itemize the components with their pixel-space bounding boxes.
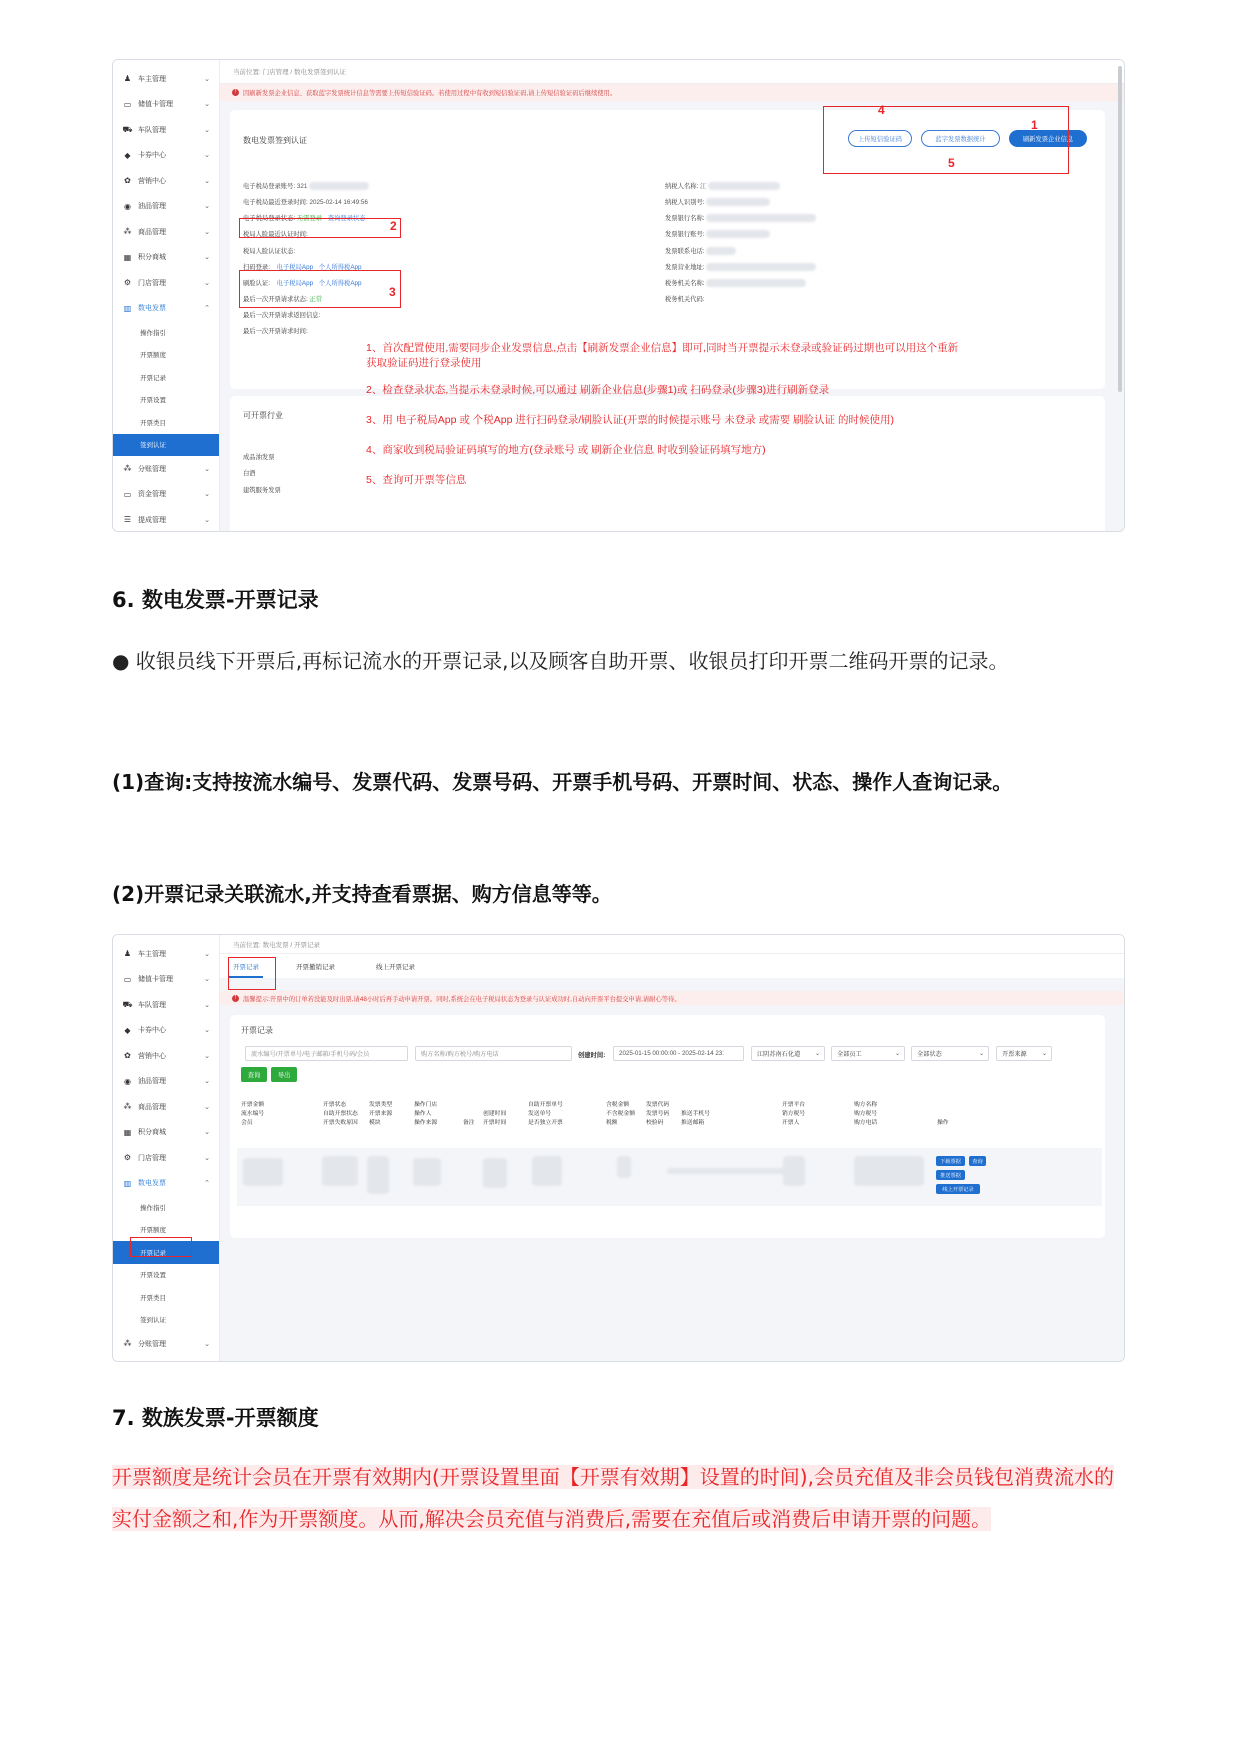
column-header: 含税金额 xyxy=(606,1102,630,1108)
chevron-up-icon: ⌃ xyxy=(204,1180,210,1188)
breadcrumb: 当前位置: 数电发票 / 开票记录 xyxy=(220,935,1124,954)
info-icon: ! xyxy=(232,89,239,96)
taxpayer-id-label: 纳税人识别号: xyxy=(665,199,705,206)
staff-select[interactable] xyxy=(831,1046,905,1061)
sidebar-item[interactable] xyxy=(113,270,219,296)
search-input[interactable]: 流水编号/开票单号/电子邮箱/手机号码/会员 xyxy=(245,1046,408,1061)
chevron-down-icon: ⌄ xyxy=(204,254,210,262)
chevron-down-icon: ⌄ xyxy=(204,1052,210,1060)
sidebar-item-label: 车主管理 xyxy=(138,75,166,83)
status-select-value: 全部状态 xyxy=(917,1051,942,1058)
column-header: 购方税号 xyxy=(854,1111,878,1117)
auth-status-label: 税局人脸认证状态: xyxy=(243,248,296,255)
login-status-label: 电子税局登录状态: xyxy=(243,215,296,222)
column-header: 销方税号 xyxy=(782,1111,806,1117)
screenshot-invoice-records xyxy=(112,934,1125,1362)
submenu-item[interactable]: 开票额度 xyxy=(140,352,166,360)
sidebar-item-label: 分账管理 xyxy=(138,1340,166,1348)
redacted xyxy=(243,1158,283,1186)
gears-icon: ⚙ xyxy=(123,1153,132,1163)
bank-name-row xyxy=(665,213,816,222)
chevron-down-icon: ⌄ xyxy=(204,950,210,958)
gift-icon: ✿ xyxy=(124,1051,131,1061)
sidebar-item-label: 车队管理 xyxy=(138,126,166,134)
split-icon: ⁂ xyxy=(123,464,132,474)
card-title: 开票记录 xyxy=(241,1026,273,1035)
column-header: 发送单号 xyxy=(528,1111,552,1117)
sidebar-item-label: 储值卡管理 xyxy=(138,101,173,109)
chevron-down-icon: ⌄ xyxy=(204,1078,210,1086)
chevron-down-icon: ⌄ xyxy=(204,1001,210,1009)
industry-item: 白酒 xyxy=(243,470,256,477)
fuel-icon: ◉ xyxy=(124,201,131,211)
sidebar xyxy=(113,60,220,531)
monitor-icon: ▭ xyxy=(123,489,132,499)
link-paragraph: (2)开票记录关联流水,并支持查看票据、购方信息等等。 xyxy=(112,882,612,906)
face-tax-app-link[interactable]: 电子税局App xyxy=(276,280,314,287)
sidebar-item[interactable] xyxy=(113,168,219,194)
tab-revoke-records[interactable]: 开票撤销记录 xyxy=(296,964,335,971)
query-login-status-link[interactable]: 查询登录状态 xyxy=(327,215,366,222)
chevron-down-icon: ⌄ xyxy=(204,228,210,236)
chevron-down-icon: ⌄ xyxy=(204,1340,210,1348)
records-card xyxy=(230,1015,1105,1238)
column-header: 自助开票单号 xyxy=(528,1102,563,1108)
column-header: 开票失败原因 xyxy=(323,1120,358,1126)
chevron-down-icon: ⌄ xyxy=(204,177,210,185)
sidebar-item[interactable] xyxy=(113,296,219,322)
column-header: 购方电话 xyxy=(854,1120,878,1126)
phone-label: 发票联系电话: xyxy=(665,248,705,255)
chevron-down-icon: ⌄ xyxy=(978,1051,984,1057)
query-button[interactable]: 查询 xyxy=(241,1067,267,1082)
scrollbar[interactable] xyxy=(1118,66,1122,392)
sidebar-item[interactable] xyxy=(113,143,219,169)
date-range-input[interactable]: 2025-01-15 00:00:00 - 2025-02-14 23: xyxy=(613,1046,744,1061)
user-icon: ♟ xyxy=(123,74,132,84)
taxpayer-name-value: 江 xyxy=(699,183,707,190)
column-header: 模块 xyxy=(369,1120,381,1126)
sidebar-item[interactable] xyxy=(113,1094,219,1120)
last-login-value: 2025-02-14 16:49:56 xyxy=(309,199,368,206)
column-header: 发票代码 xyxy=(646,1102,670,1108)
sidebar-item-label: 门店管理 xyxy=(138,279,166,287)
sidebar-item[interactable] xyxy=(113,482,219,508)
note-line: 1、首次配置使用,需要同步企业发票信息,点击【刷新发票企业信息】即可,同时当开票提示未登录或验证码过期也可以用这个重新 xyxy=(366,342,959,354)
column-header: 流水编号 xyxy=(241,1111,265,1117)
annotation-box-tab xyxy=(228,957,276,990)
last-request-time-label: 最后一次开票请求时间: xyxy=(243,328,308,335)
chevron-down-icon: ⌄ xyxy=(204,152,210,160)
blue-invoice-stats-button[interactable]: 蓝字发票数据统计 xyxy=(921,130,1000,147)
sidebar-item[interactable] xyxy=(113,941,219,967)
annotation-number: 1 xyxy=(1031,118,1038,132)
recent-auth-label: 税局人脸最近认证时间: xyxy=(243,231,308,238)
sidebar-item[interactable] xyxy=(113,92,219,118)
sidebar-item-label: 积分商城 xyxy=(138,254,166,262)
column-header: 开票人 xyxy=(782,1120,800,1126)
account-row xyxy=(243,181,369,190)
sidebar xyxy=(113,935,220,1361)
column-header: 发票号码 xyxy=(646,1111,670,1117)
chevron-down-icon: ⌄ xyxy=(204,101,210,109)
sidebar-item-label: 营销中心 xyxy=(138,177,166,185)
info-icon: ! xyxy=(232,995,239,1002)
card-icon: ▭ xyxy=(123,974,132,984)
annotation-number: 4 xyxy=(878,103,885,117)
sidebar-item[interactable] xyxy=(113,1331,219,1357)
submenu-item[interactable]: 签到认证 xyxy=(140,1317,166,1325)
sidebar-item[interactable] xyxy=(113,507,219,532)
gears-icon: ⚙ xyxy=(123,278,132,288)
column-header: 操作人 xyxy=(414,1111,432,1117)
chevron-down-icon: ⌄ xyxy=(204,1129,210,1137)
auth-status-row xyxy=(243,246,295,255)
invoice-icon: ▥ xyxy=(123,303,132,313)
last-request-status-label: 最后一次开票请求状态: xyxy=(243,296,308,303)
account-label: 电子税局登录账号: xyxy=(243,183,296,190)
redacted xyxy=(706,198,770,206)
column-header: 税额 xyxy=(606,1120,618,1126)
last-request-time-row xyxy=(243,326,308,335)
ticket-icon: ◆ xyxy=(124,150,131,160)
submenu-item[interactable]: 开票设置 xyxy=(140,1272,166,1280)
redacted xyxy=(483,1158,507,1188)
column-header: 开票状态 xyxy=(323,1102,347,1108)
bank-name-label: 发票银行名称: xyxy=(665,215,705,222)
goods-icon: ⁂ xyxy=(123,227,132,237)
card-icon: ▭ xyxy=(123,99,132,109)
tab-bar xyxy=(220,954,1124,978)
sidebar-item-label: 营销中心 xyxy=(138,1052,166,1060)
redacted xyxy=(706,214,816,222)
bullet-paragraph: ● 收银员线下开票后,再标记流水的开票记录,以及顾客自助开票、收银员打印开票二维码开票的记录。 xyxy=(112,649,1009,673)
car-icon: ⛟ xyxy=(122,124,133,134)
buyer-search-input[interactable]: 购方名称/购方税号/购方电话 xyxy=(415,1046,572,1061)
staff-select-value: 全部员工 xyxy=(837,1051,862,1058)
last-login-row xyxy=(243,197,368,206)
column-header: 创建时间 xyxy=(483,1111,507,1117)
submenu-item[interactable]: 开票类目 xyxy=(140,1294,166,1302)
redacted xyxy=(706,247,736,255)
chevron-down-icon: ⌄ xyxy=(204,465,210,473)
view-button[interactable]: 查询 xyxy=(969,1156,986,1166)
tab-invoice-records[interactable]: 开票记录 xyxy=(233,964,259,971)
car-icon: ⛟ xyxy=(122,999,133,1009)
shop-icon: ▦ xyxy=(123,252,132,262)
sidebar-item[interactable] xyxy=(113,967,219,993)
scan-login-label: 扫码登录: xyxy=(243,264,270,271)
column-header: 校验码 xyxy=(646,1120,664,1126)
sidebar-item[interactable] xyxy=(113,1145,219,1171)
redacted xyxy=(706,279,806,287)
submenu-item[interactable]: 开票设置 xyxy=(140,397,166,405)
list-icon: ☰ xyxy=(123,515,132,525)
column-header: 发票类型 xyxy=(369,1102,393,1108)
column-header: 开票平台 xyxy=(782,1102,806,1108)
annotation-box-buttons xyxy=(823,106,1069,174)
sidebar-item[interactable] xyxy=(113,245,219,271)
account-value: 321 xyxy=(296,183,308,190)
chevron-down-icon: ⌄ xyxy=(204,491,210,499)
alert-text: 温馨提示:开票中的订单若没能及时出票,请48小时后再手动申请开票。同时,系统会在电子税局状态为登录与认证成功时,自动向开票平台提交申请,请耐心等待。 xyxy=(243,995,681,1003)
quota-paragraph-text: 开票额度是统计会员在开票有效期内(开票设置里面【开票有效期】设置的时间),会员充值及非会员钱包消费流水的实付金额之和,作为开票额度。从而,解决会员充值与消费后,需要在充值后或消费后申请开票的问题。 xyxy=(112,1465,1114,1531)
redacted xyxy=(413,1158,441,1186)
sidebar-item-label: 车队管理 xyxy=(138,1001,166,1009)
fuel-icon: ◉ xyxy=(124,1076,131,1086)
industry-item: 建筑服务发票 xyxy=(243,487,281,494)
redacted xyxy=(322,1156,358,1186)
store-select[interactable] xyxy=(751,1046,825,1061)
sidebar-item[interactable] xyxy=(113,66,219,92)
alert-text: 因刷新发票企业信息、获取蓝字发票统计信息等需要上传短信验证码。若使用过程中有收到短信验证码,请上传短信验证码后继续使用。 xyxy=(243,90,617,97)
redacted xyxy=(667,1168,787,1174)
column-header: 备注 xyxy=(463,1120,475,1126)
tax-office-name-row xyxy=(665,278,806,287)
note-line: 3、用 电子税局App 或 个税App 进行扫码登录/刷脸认证(开票的时候提示账号 未登录 或需要 刷脸认证 的时候使用) xyxy=(366,414,894,426)
created-label: 创建时间: xyxy=(578,1052,606,1059)
redacted xyxy=(706,230,770,238)
sidebar-item[interactable] xyxy=(113,1069,219,1095)
last-request-info-label: 最后一次开票请求返回信息: xyxy=(243,312,321,319)
shop-icon: ▦ xyxy=(123,1127,132,1137)
redacted xyxy=(783,1156,805,1186)
store-select-value: 江阴苏南石化道 xyxy=(757,1051,801,1058)
login-status-value: 无需登录 xyxy=(296,215,323,222)
sidebar-item-label: 数电发票 xyxy=(138,1180,166,1188)
breadcrumb: 当前位置: 门店管理 / 数电发票签到认证 xyxy=(220,60,1124,84)
sidebar-item-label: 资金管理 xyxy=(138,491,166,499)
submenu-item[interactable]: 开票额度 xyxy=(140,1227,166,1235)
sidebar-item[interactable] xyxy=(113,219,219,245)
refresh-company-info-button[interactable]: 刷新发票企业信息 xyxy=(1009,130,1087,147)
redacted xyxy=(617,1156,631,1178)
alert-banner xyxy=(220,84,1124,101)
online-records-button[interactable]: 线上开票记录 xyxy=(936,1184,980,1194)
last-login-label: 电子税局最近登录时间: xyxy=(243,199,308,206)
tab-online-records[interactable]: 线上开票记录 xyxy=(376,964,415,971)
address-row xyxy=(665,262,816,271)
download-invoice-button[interactable]: 下载票据 xyxy=(936,1156,965,1166)
split-icon: ⁂ xyxy=(123,1339,132,1349)
column-header: 操作 xyxy=(937,1120,949,1126)
face-auth-label: 刷脸认证: xyxy=(243,280,270,287)
annotation-number: 3 xyxy=(389,285,396,299)
sidebar-item[interactable] xyxy=(113,117,219,143)
redacted xyxy=(367,1156,389,1194)
annotation-box-submenu xyxy=(130,1237,192,1257)
alert-banner xyxy=(220,991,1124,1005)
submenu-item[interactable]: 开票记录 xyxy=(113,1241,219,1264)
query-paragraph: (1)查询:支持按流水编号、发票代码、发票号码、开票手机号码、开票时间、状态、操作人查询记录。 xyxy=(112,770,1013,794)
column-header: 操作来源 xyxy=(414,1120,438,1126)
tax-office-code-label: 税务机关代码: xyxy=(665,296,705,303)
quota-paragraph xyxy=(112,1456,1122,1540)
chevron-down-icon: ⌄ xyxy=(1041,1051,1047,1057)
source-select[interactable] xyxy=(996,1046,1052,1061)
table-row xyxy=(237,1148,1102,1206)
chevron-down-icon: ⌄ xyxy=(894,1051,900,1057)
taxpayer-name-label: 纳税人名称: xyxy=(665,183,699,190)
sidebar-item[interactable] xyxy=(113,194,219,220)
chevron-down-icon: ⌄ xyxy=(814,1051,820,1057)
sidebar-item-label: 商品管理 xyxy=(138,1103,166,1111)
column-header: 自助开票状态 xyxy=(323,1111,358,1117)
note-line: 2、检查登录状态,当提示未登录时候,可以通过 刷新企业信息(步骤1)或 扫码登录(步骤3)进行刷新登录 xyxy=(366,384,830,396)
sidebar-item-label: 卡券中心 xyxy=(138,1027,166,1035)
submenu-item[interactable]: 开票类目 xyxy=(140,419,166,427)
chevron-down-icon: ⌄ xyxy=(204,1154,210,1162)
phone-row xyxy=(665,246,736,255)
upload-sms-code-button[interactable]: 上传短信验证码 xyxy=(848,130,912,147)
sidebar-item[interactable] xyxy=(113,456,219,482)
sidebar-item[interactable] xyxy=(113,1120,219,1146)
submenu-item[interactable]: 操作指引 xyxy=(140,1204,166,1212)
invoice-icon: ▥ xyxy=(123,1178,132,1188)
status-select[interactable] xyxy=(911,1046,989,1061)
sidebar-item-label: 商品管理 xyxy=(138,228,166,236)
chevron-down-icon: ⌄ xyxy=(204,1027,210,1035)
sidebar-item-label: 油品管理 xyxy=(138,1078,166,1086)
sidebar-item-label: 门店管理 xyxy=(138,1154,166,1162)
main-panel xyxy=(220,935,1124,1361)
column-header: 开票时间 xyxy=(483,1120,507,1126)
annotation-box-scan-face xyxy=(239,270,401,308)
section-heading: 6. 数电发票-开票记录 xyxy=(112,588,319,612)
column-header: 购方名称 xyxy=(854,1102,878,1108)
redacted xyxy=(706,263,816,271)
sidebar-item-label: 车主管理 xyxy=(138,950,166,958)
sidebar-item-label: 提成管理 xyxy=(138,516,166,524)
card-title: 数电发票签到认证 xyxy=(243,136,307,145)
submenu-item[interactable]: 开票记录 xyxy=(140,374,166,382)
sidebar-item-label: 积分商城 xyxy=(138,1129,166,1137)
chevron-down-icon: ⌄ xyxy=(204,203,210,211)
ticket-icon: ◆ xyxy=(124,1025,131,1035)
note-line: 获取验证码进行登录使用 xyxy=(366,357,482,369)
chevron-down-icon: ⌄ xyxy=(204,976,210,984)
industry-item: 成品油发票 xyxy=(243,454,275,461)
redacted xyxy=(532,1156,562,1186)
sidebar-item-label: 数电发票 xyxy=(138,305,166,313)
submenu-item[interactable]: 签到认证 xyxy=(113,434,219,457)
chevron-up-icon: ⌃ xyxy=(204,305,210,313)
sidebar-item[interactable] xyxy=(113,1171,219,1197)
bank-account-label: 发票银行账号: xyxy=(665,231,705,238)
taxpayer-name-row xyxy=(665,181,780,190)
scan-personal-tax-app-link[interactable]: 个人所得税App xyxy=(318,264,362,271)
column-header: 会员 xyxy=(241,1120,253,1126)
export-button[interactable]: 导出 xyxy=(271,1067,297,1082)
column-header: 开票来源 xyxy=(369,1111,393,1117)
annotation-number: 5 xyxy=(948,156,955,170)
face-personal-tax-app-link[interactable]: 个人所得税App xyxy=(318,280,362,287)
scan-tax-app-link[interactable]: 电子税局App xyxy=(276,264,314,271)
column-header: 不含税金额 xyxy=(606,1111,635,1117)
sidebar-item-label: 卡券中心 xyxy=(138,152,166,160)
submenu-item[interactable]: 操作指引 xyxy=(140,329,166,337)
last-request-status-value: 正常 xyxy=(309,296,323,303)
bank-account-row xyxy=(665,229,770,238)
goods-icon: ⁂ xyxy=(123,1102,132,1112)
tax-office-code-row xyxy=(665,294,705,303)
chevron-down-icon: ⌄ xyxy=(204,1103,210,1111)
push-invoice-button[interactable]: 推送票据 xyxy=(936,1170,965,1180)
note-line: 5、查询可开票等信息 xyxy=(366,474,467,486)
sidebar-item[interactable] xyxy=(113,1043,219,1069)
redacted xyxy=(854,1156,924,1186)
address-label: 发票营业地址: xyxy=(665,264,705,271)
column-header: 操作门店 xyxy=(414,1102,438,1108)
sidebar-item[interactable] xyxy=(113,992,219,1018)
redacted xyxy=(309,182,369,190)
chevron-down-icon: ⌄ xyxy=(204,516,210,524)
column-header: 推送手机号 xyxy=(681,1111,710,1117)
section-heading: 7. 数族发票-开票额度 xyxy=(112,1406,319,1430)
column-header: 是否独立开票 xyxy=(528,1120,563,1126)
tax-office-name-label: 税务机关名称: xyxy=(665,280,705,287)
redacted xyxy=(708,182,780,190)
sidebar-item[interactable] xyxy=(113,1018,219,1044)
screenshot-invoice-auth xyxy=(112,59,1125,532)
chevron-down-icon: ⌄ xyxy=(204,279,210,287)
sidebar-item-label: 储值卡管理 xyxy=(138,976,173,984)
source-select-value: 开票来源 xyxy=(1002,1051,1027,1058)
annotation-box-login-status xyxy=(239,218,401,238)
sidebar-item-label: 分账管理 xyxy=(138,465,166,473)
chevron-down-icon: ⌄ xyxy=(204,75,210,83)
user-icon: ♟ xyxy=(123,949,132,959)
taxpayer-id-row xyxy=(665,197,770,206)
chevron-down-icon: ⌄ xyxy=(204,126,210,134)
annotation-number: 2 xyxy=(390,219,397,233)
column-header: 开票金额 xyxy=(241,1102,265,1108)
note-line: 4、商家收到税局验证码填写的地方(登录账号 或 刷新企业信息 时收到验证码填写地方) xyxy=(366,444,766,456)
gift-icon: ✿ xyxy=(124,176,131,186)
last-request-info-row xyxy=(243,310,320,319)
column-header: 推送邮箱 xyxy=(681,1120,705,1126)
industry-title: 可开票行业 xyxy=(243,411,283,420)
sidebar-item-label: 油品管理 xyxy=(138,203,166,211)
